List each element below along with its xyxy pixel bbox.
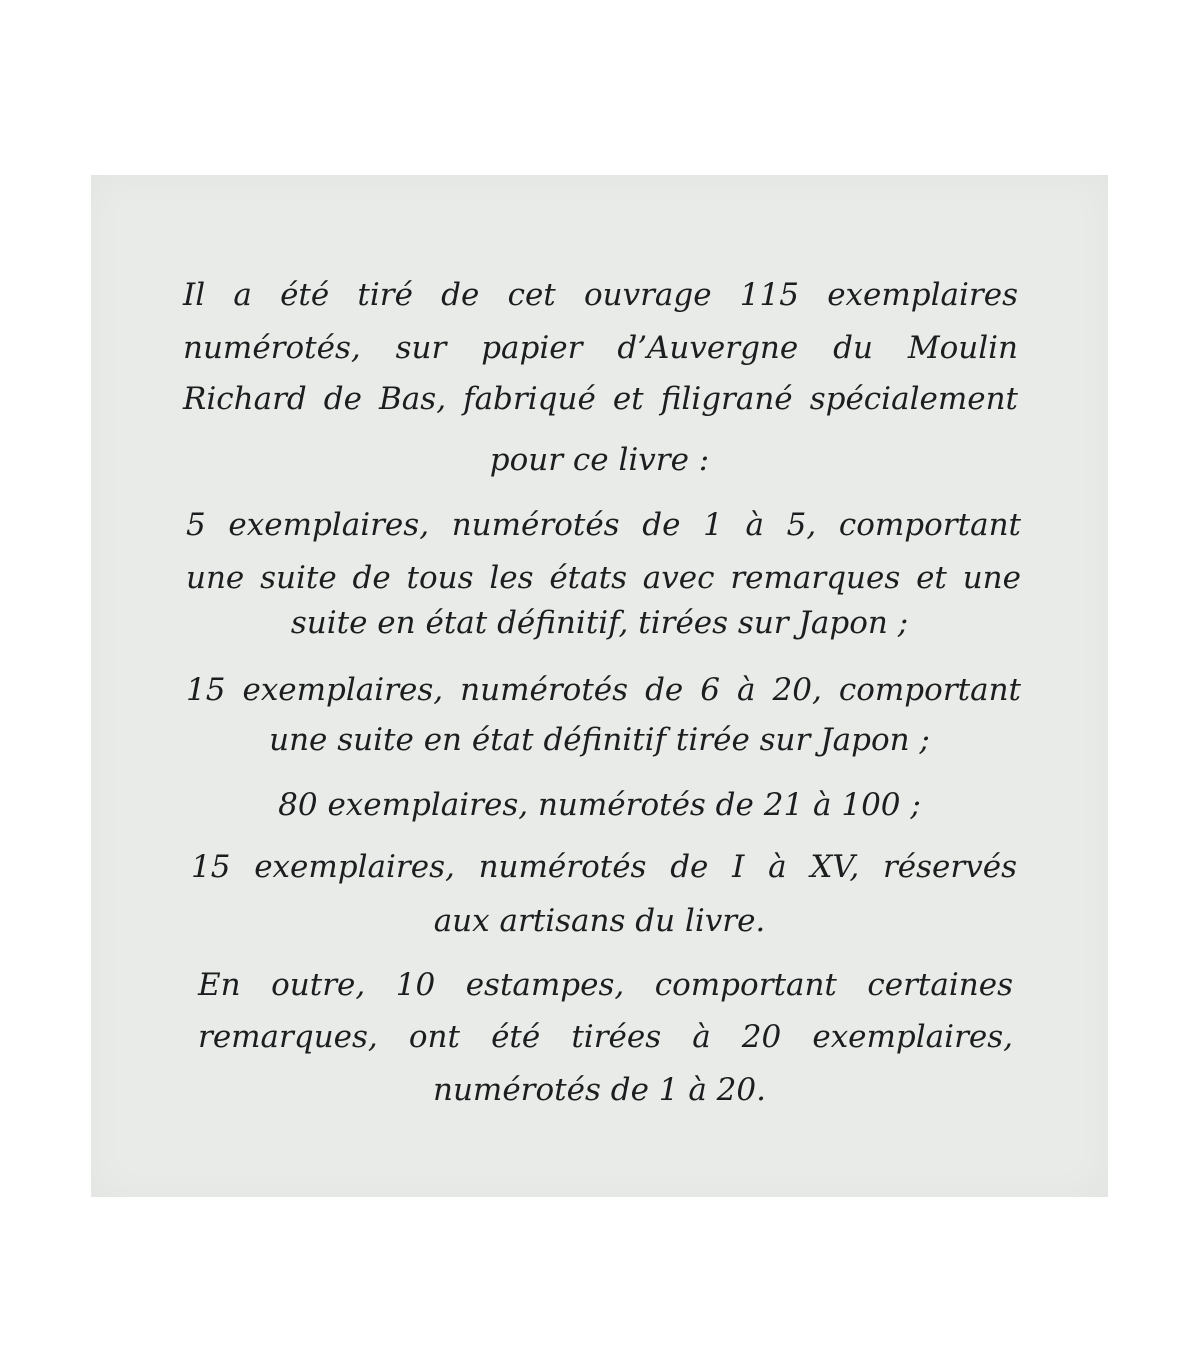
edition-5-line-1: 5 exemplaires, numérotés de 1 à 5, comportant <box>186 507 1021 543</box>
edition-15-line-2: une suite en état définitif tirée sur Japon ; <box>269 722 930 758</box>
intro-line-4: pour ce livre : <box>489 442 710 478</box>
intro-line-1: Il a été tiré de cet ouvrage 115 exemplaires <box>183 277 1018 313</box>
colophon-text <box>91 175 1108 1197</box>
paper-sheet <box>91 175 1108 1197</box>
edition-hc-line-1: 15 exemplaires, numérotés de I à XV, réservés <box>191 849 1017 885</box>
edition-hc-line-2: aux artisans du livre. <box>433 903 766 939</box>
intro-line-2: numérotés, sur papier d’Auvergne du Moulin <box>183 330 1018 366</box>
prints-line-1: En outre, 10 estampes, comportant certaines <box>198 967 1013 1003</box>
edition-80-line-1: 80 exemplaires, numérotés de 21 à 100 ; <box>278 787 921 823</box>
prints-line-3: numérotés de 1 à 20. <box>433 1072 766 1108</box>
intro-line-3: Richard de Bas, fabriqué et filigrané spécialement <box>183 381 1018 417</box>
edition-5-line-2: une suite de tous les états avec remarques et une <box>186 560 1021 596</box>
edition-15-line-1: 15 exemplaires, numérotés de 6 à 20, comportant <box>186 672 1021 708</box>
prints-line-2: remarques, ont été tirées à 20 exemplaires, <box>198 1019 1013 1055</box>
edition-5-line-3: suite en état définitif, tirées sur Japon ; <box>290 605 909 641</box>
